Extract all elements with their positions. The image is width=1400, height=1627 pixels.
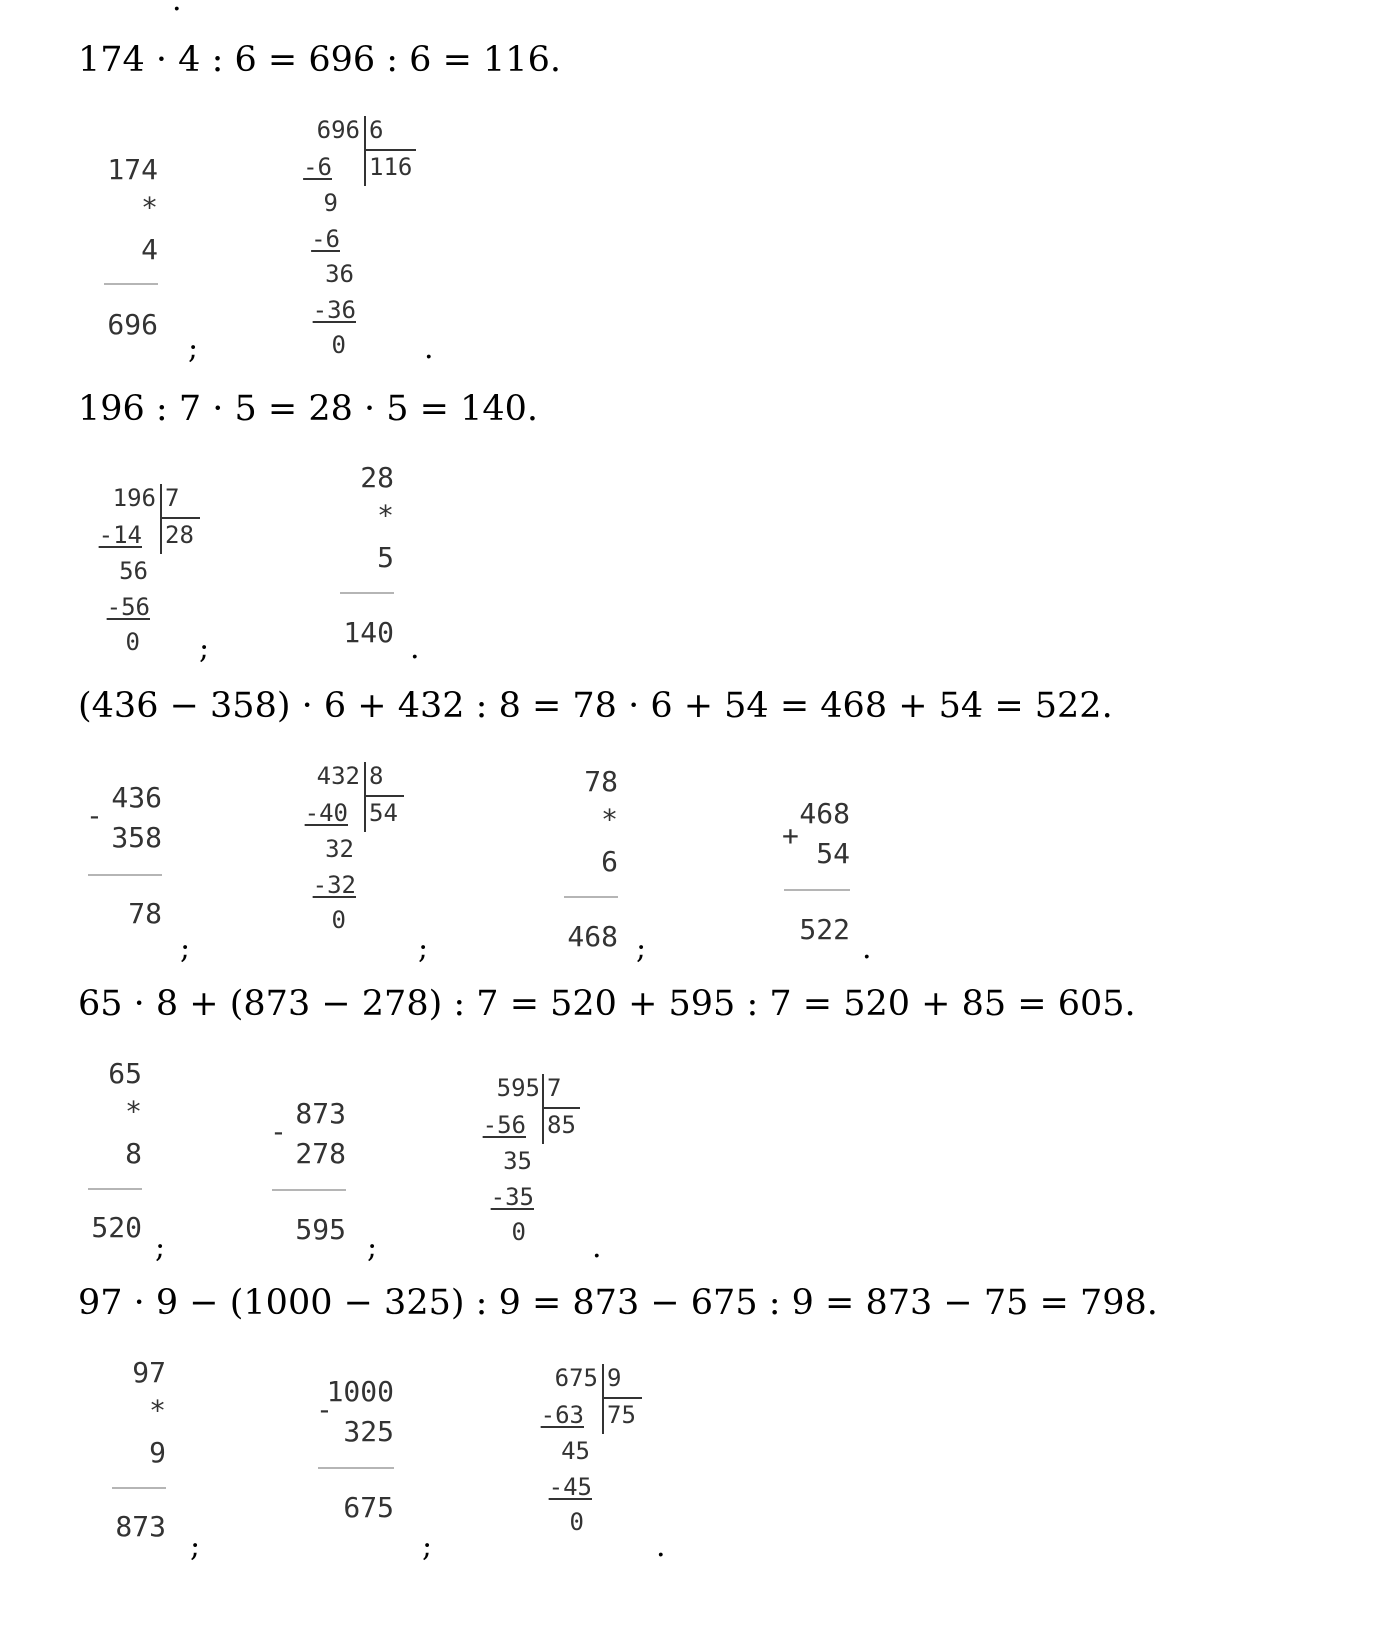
division-bar: [160, 484, 162, 554]
factor-b: 5: [377, 541, 394, 574]
operator: *: [149, 1394, 166, 1427]
factor-a: 65: [108, 1057, 142, 1090]
difference: 595: [295, 1213, 346, 1246]
step-subtract: -36: [312, 296, 356, 324]
step-subtract: -32: [312, 871, 356, 899]
separator: ;: [367, 1230, 378, 1265]
step-subtract: -63: [540, 1401, 584, 1429]
step-remainder: 32: [325, 835, 354, 863]
minuend: 873: [295, 1097, 346, 1130]
operator: *: [141, 191, 158, 224]
product: 140: [343, 616, 394, 649]
addend-a: 468: [799, 797, 850, 830]
subtrahend: 358: [111, 821, 162, 854]
equation-5: 97 · 9 − (1000 − 325) : 9 = 873 − 675 : 9 = 873 − 75 = 798.: [78, 1283, 1158, 1323]
step-remainder: 0: [511, 1218, 526, 1246]
equation-1: 174 · 4 : 6 = 696 : 6 = 116.: [78, 40, 561, 80]
factor-b: 4: [141, 233, 158, 266]
divisor: 9: [607, 1364, 622, 1392]
operator: +: [782, 819, 799, 852]
dividend: 595: [496, 1074, 540, 1102]
operator: *: [601, 803, 618, 836]
result-rule: [340, 592, 394, 594]
operator: -: [316, 1393, 333, 1426]
factor-b: 6: [601, 845, 618, 878]
separator: .: [592, 1230, 602, 1265]
separator: ;: [155, 1230, 166, 1265]
minuend: 436: [111, 781, 162, 814]
separator: ;: [418, 931, 429, 966]
result-rule: [784, 889, 850, 891]
step-remainder: 0: [331, 331, 346, 359]
quotient: 54: [369, 799, 398, 827]
step-subtract: -6: [311, 225, 340, 253]
step-subtract: -40: [304, 799, 348, 827]
dividend: 196: [112, 484, 156, 512]
equation-4: 65 · 8 + (873 − 278) : 7 = 520 + 595 : 7 = 520 + 85 = 605.: [78, 984, 1136, 1024]
division-bar: [602, 1364, 604, 1434]
separator: ;: [188, 331, 199, 366]
dividend: 675: [554, 1364, 598, 1392]
result-rule: [318, 1467, 394, 1469]
step-subtract: -14: [98, 521, 142, 549]
factor-a: 78: [584, 765, 618, 798]
operator: *: [377, 499, 394, 532]
separator: ;: [180, 931, 191, 966]
sum: 522: [799, 913, 850, 946]
operator: *: [125, 1095, 142, 1128]
quotient: 75: [607, 1401, 636, 1429]
division-bar: [542, 1074, 544, 1144]
divisor-rule: [602, 1397, 642, 1399]
result-rule: [112, 1487, 166, 1489]
quotient: 85: [547, 1111, 576, 1139]
step-remainder: 56: [119, 557, 148, 585]
divisor-rule: [364, 795, 404, 797]
result-rule: [564, 896, 618, 898]
dividend: 696: [316, 116, 360, 144]
separator: .: [862, 931, 872, 966]
divisor: 7: [165, 484, 180, 512]
result-rule: [272, 1189, 346, 1191]
division-bar: [364, 116, 366, 186]
separator: ;: [422, 1529, 433, 1564]
result-rule: [88, 1188, 142, 1190]
separator: .: [424, 331, 434, 366]
difference: 78: [128, 897, 162, 930]
step-remainder: 9: [323, 189, 338, 217]
divisor-rule: [160, 517, 200, 519]
factor-b: 9: [149, 1436, 166, 1469]
subtrahend: 278: [295, 1137, 346, 1170]
divisor: 7: [547, 1074, 562, 1102]
result-rule: [88, 874, 162, 876]
divisor-rule: [542, 1107, 580, 1109]
equation-2: 196 : 7 · 5 = 28 · 5 = 140.: [78, 389, 539, 429]
divisor: 6: [369, 116, 384, 144]
step-subtract: -35: [490, 1183, 534, 1211]
addend-b: 54: [816, 837, 850, 870]
separator: ;: [199, 631, 210, 666]
step-subtract: -45: [548, 1473, 592, 1501]
separator: .: [410, 631, 420, 666]
division-bar: [364, 762, 366, 832]
product: 520: [91, 1211, 142, 1244]
step-remainder: 0: [331, 906, 346, 934]
equation-3: (436 − 358) · 6 + 432 : 8 = 78 · 6 + 54 = 468 + 54 = 522.: [78, 686, 1113, 726]
subtrahend: 325: [343, 1415, 394, 1448]
separator: ;: [190, 1529, 201, 1564]
step-subtract: -56: [106, 593, 150, 621]
step-remainder: 45: [561, 1437, 590, 1465]
top-dot: .: [172, 0, 182, 18]
separator: .: [656, 1529, 666, 1564]
factor-a: 28: [360, 461, 394, 494]
product: 468: [567, 920, 618, 953]
factor-b: 8: [125, 1137, 142, 1170]
step-subtract: -56: [482, 1111, 526, 1139]
step-remainder: 35: [503, 1147, 532, 1175]
operator: -: [270, 1115, 287, 1148]
result-rule: [104, 283, 158, 285]
factor-a: 174: [107, 153, 158, 186]
step-remainder: 0: [569, 1508, 584, 1536]
divisor-rule: [364, 149, 416, 151]
difference: 675: [343, 1491, 394, 1524]
product: 696: [107, 308, 158, 341]
separator: ;: [636, 931, 647, 966]
quotient: 116: [369, 153, 413, 181]
product: 873: [115, 1510, 166, 1543]
quotient: 28: [165, 521, 194, 549]
operator: -: [86, 799, 103, 832]
factor-a: 97: [132, 1356, 166, 1389]
step-remainder: 0: [125, 628, 140, 656]
minuend: 1000: [326, 1375, 394, 1408]
step-subtract: -6: [303, 153, 332, 181]
dividend: 432: [316, 762, 360, 790]
step-remainder: 36: [325, 260, 354, 288]
divisor: 8: [369, 762, 384, 790]
